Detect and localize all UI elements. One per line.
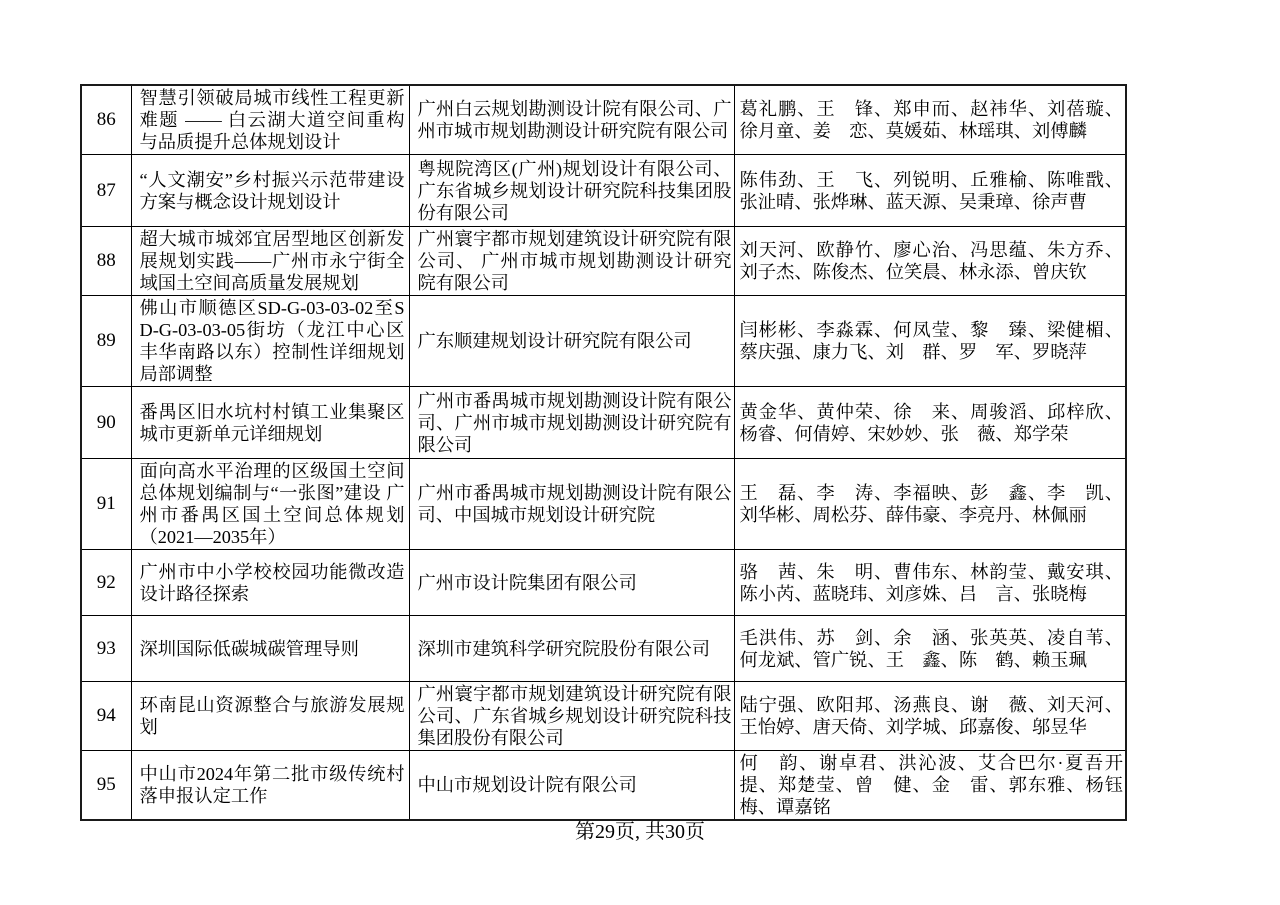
table-row [81,155,1126,227]
table-row [81,296,1126,387]
organization-cell: 广州白云规划勘测设计院有限公司、广州市城市规划勘测设计研究院有限公司 [409,85,734,155]
page-number-footer: 第29页, 共30页 [575,821,705,843]
table-row [81,459,1126,550]
table-row [81,227,1126,296]
projects-table [80,84,1127,821]
project-title-cell: 中山市2024年第二批市级传统村落申报认定工作 [131,751,409,821]
row-number-cell: 92 [81,550,131,616]
table-row [81,751,1126,821]
organization-cell: 广州寰宇都市规划建筑设计研究院有限公司、广东省城乡规划设计研究院科技集团股份有限公司 [409,682,734,751]
project-title-cell: 智慧引领破局城市线性工程更新难题 —— 白云湖大道空间重构与品质提升总体规划设计 [131,85,409,155]
table-row [81,616,1126,682]
organization-cell: 广州市番禺城市规划勘测设计院有限公司、广州市城市规划勘测设计研究院有限公司 [409,387,734,459]
table-row [81,682,1126,751]
people-cell: 黄金华、黄仲荣、徐 来、周骏滔、邱梓欣、杨睿、何倩婷、宋妙妙、张 薇、郑学荣 [734,387,1126,459]
organization-cell: 粤规院湾区(广州)规划设计有限公司、广东省城乡规划设计研究院科技集团股份有限公司 [409,155,734,227]
people-cell: 刘天河、欧静竹、廖心治、冯思蕴、朱方乔、刘子杰、陈俊杰、位笑晨、林永添、曾庆钦 [734,227,1126,296]
people-cell: 葛礼鹏、王 锋、郑申而、赵祎华、刘蓓璇、徐月童、姜 恋、莫媛茹、林瑶琪、刘傅麟 [734,85,1126,155]
row-number-cell: 90 [81,387,131,459]
project-title-cell: “人文潮安”乡村振兴示范带建设方案与概念设计规划设计 [131,155,409,227]
people-cell: 毛洪伟、苏 剑、余 涵、张英英、凌自苇、何龙斌、管广锐、王 鑫、陈 鹤、赖玉珮 [734,616,1126,682]
table-row [81,85,1126,155]
organization-cell: 深圳市建筑科学研究院股份有限公司 [409,616,734,682]
project-title-cell: 超大城市城郊宜居型地区创新发展规划实践——广州市永宁街全域国土空间高质量发展规划 [131,227,409,296]
row-number-cell: 94 [81,682,131,751]
project-title-cell: 佛山市顺德区SD-G-03-03-02至SD-G-03-03-05街坊（龙江中心区丰华南路以东）控制性详细规划局部调整 [131,296,409,387]
organization-cell: 广州市设计院集团有限公司 [409,550,734,616]
people-cell: 陈伟劲、王 飞、列锐明、丘雅榆、陈唯戬、张沚晴、张烨琳、蓝天源、吴秉璋、徐声曹 [734,155,1126,227]
people-cell: 闫彬彬、李淼霖、何凤莹、黎 臻、梁健楣、蔡庆强、康力飞、刘 群、罗 军、罗晓萍 [734,296,1126,387]
table-row [81,550,1126,616]
row-number-cell: 91 [81,459,131,550]
projects-table-body [81,85,1126,820]
project-title-cell: 环南昆山资源整合与旅游发展规划 [131,682,409,751]
organization-cell: 中山市规划设计院有限公司 [409,751,734,821]
people-cell: 陆宁强、欧阳邦、汤燕良、谢 薇、刘天河、王怡婷、唐天倚、刘学城、邱嘉俊、邬昱华 [734,682,1126,751]
organization-cell: 广州市番禺城市规划勘测设计院有限公司、中国城市规划设计研究院 [409,459,734,550]
organization-cell: 广东顺建规划设计研究院有限公司 [409,296,734,387]
organization-cell: 广州寰宇都市规划建筑设计研究院有限公司、 广州市城市规划勘测设计研究院有限公司 [409,227,734,296]
row-number-cell: 89 [81,296,131,387]
row-number-cell: 86 [81,85,131,155]
table-row [81,387,1126,459]
row-number-cell: 87 [81,155,131,227]
project-title-cell: 番禺区旧水坑村村镇工业集聚区城市更新单元详细规划 [131,387,409,459]
row-number-cell: 88 [81,227,131,296]
people-cell: 骆 茜、朱 明、曹伟东、林韵莹、戴安琪、陈小芮、蓝晓玮、刘彦姝、吕 言、张晓梅 [734,550,1126,616]
project-title-cell: 深圳国际低碳城碳管理导则 [131,616,409,682]
project-title-cell: 广州市中小学校校园功能微改造设计路径探索 [131,550,409,616]
row-number-cell: 93 [81,616,131,682]
project-title-cell: 面向高水平治理的区级国土空间总体规划编制与“一张图”建设 广州市番禺区国土空间总体规划（2021—2035年） [131,459,409,550]
people-cell: 何 韵、谢卓君、洪沁波、艾合巴尔·夏吾开提、郑楚莹、曾 健、金 雷、郭东雅、杨钰梅、谭嘉铭 [734,751,1126,821]
people-cell: 王 磊、李 涛、李福映、彭 鑫、李 凯、刘华彬、周松芬、薛伟豪、李亮丹、林佩丽 [734,459,1126,550]
row-number-cell: 95 [81,751,131,821]
